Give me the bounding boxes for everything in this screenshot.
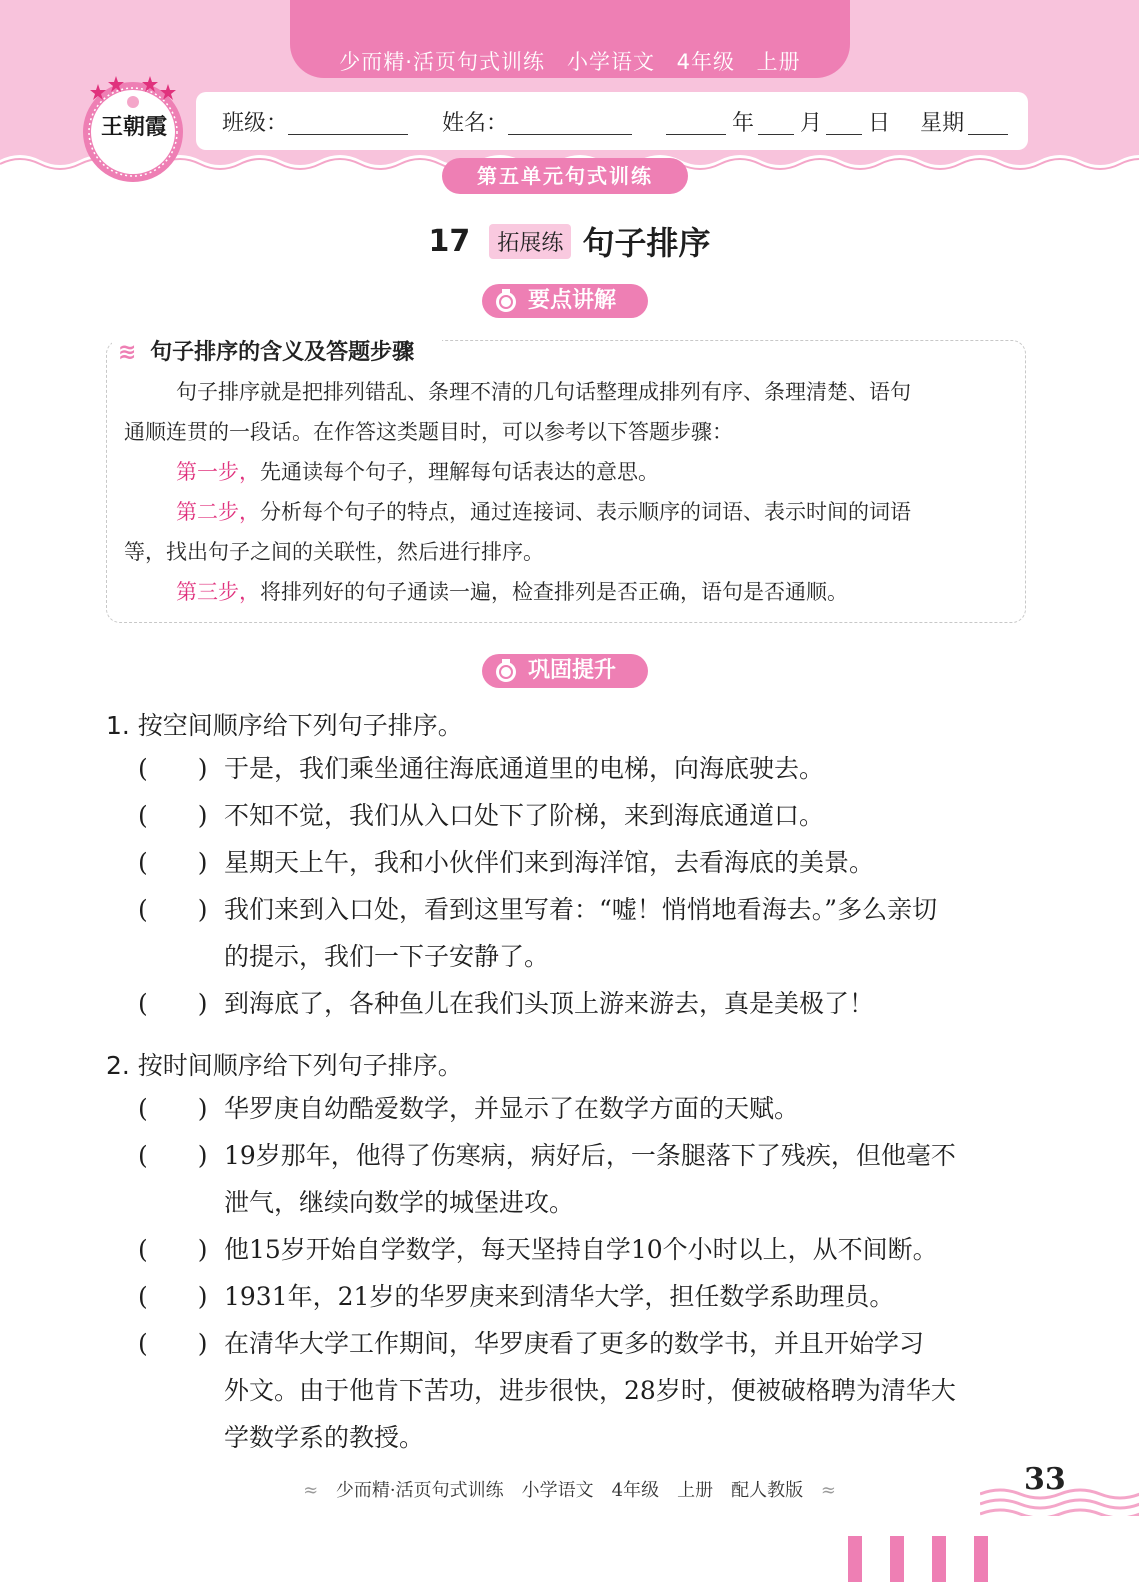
step-3-text: 将排列好的句子通读一遍，检查排列是否正确，语句是否通顺。 (260, 580, 848, 604)
page-edge-bars (848, 1536, 1016, 1586)
q2-item-1 (138, 1085, 1038, 1132)
q1-item-5-text: 到海底了，各种鱼儿在我们头顶上游来游去，真是美极了！ (224, 989, 875, 1018)
intro-line-2: 通顺连贯的一段话。在作答这类题目时，可以参考以下答题步骤： (124, 420, 733, 444)
lesson-number: 17 (428, 223, 471, 259)
q2-item-2-continuation: 泄气，继续向数学的城堡进攻。 (224, 1188, 575, 1217)
name-label: 姓名： (442, 110, 509, 136)
practice-pill (482, 654, 648, 688)
q2-item-3 (138, 1226, 1038, 1273)
wave-icon: ≋ (118, 340, 137, 365)
q2-item-5-continuation: 外文。由于他肯下苦功，进步很快，28岁时，便被破格聘为清华大 (224, 1376, 956, 1405)
weekday-field[interactable] (968, 108, 1008, 135)
unit-badge: 第五单元句式训练 (442, 158, 688, 194)
edge-bar (848, 1536, 862, 1582)
answer-blank[interactable]: ( ) (138, 1329, 208, 1358)
key-points-label: 要点讲解 (528, 288, 617, 313)
q2-item-2 (138, 1132, 1038, 1226)
weekday-label: 星期 (920, 110, 965, 136)
edge-bar (932, 1536, 946, 1582)
step-1-text: 先通读每个句子，理解每句话表达的意思。 (260, 460, 659, 484)
wave-icon: ≈ (820, 1480, 836, 1501)
q1-item-2 (138, 792, 1038, 839)
month-label: 月 (800, 110, 823, 136)
day-field[interactable] (826, 108, 862, 135)
page-number: 33 (1024, 1462, 1066, 1497)
q1-item-5 (138, 980, 1038, 1027)
answer-blank[interactable]: ( ) (138, 1235, 208, 1264)
lesson-title-row (0, 218, 1139, 264)
footer (0, 1476, 1139, 1502)
explanation-heading (112, 333, 442, 368)
lesson-tag: 拓展练 (489, 224, 571, 259)
step-3-label: 第三步， (176, 580, 260, 604)
q2-item-1-text: 华罗庚自幼酷爱数学，并显示了在数学方面的天赋。 (224, 1094, 800, 1123)
question-1-title: 1. 按空间顺序给下列句子排序。 (106, 711, 463, 740)
class-field[interactable] (288, 108, 408, 135)
medal-icon (494, 289, 518, 313)
step-2 (124, 492, 1014, 532)
step-2-label: 第二步， (176, 500, 260, 524)
logo-name: 王朝霞 (100, 115, 167, 140)
q2-item-5-continuation-2: 学数学系的教授。 (224, 1423, 425, 1452)
step-2-text: 分析每个句子的特点，通过连接词、表示顺序的词语、表示时间的词语 (260, 500, 911, 524)
answer-blank[interactable]: ( ) (138, 989, 208, 1018)
q1-item-3-text: 星期天上午，我和小伙伴们来到海洋馆，去看海底的美景。 (224, 848, 875, 877)
medal-icon (494, 659, 518, 683)
q2-item-3-text: 他15岁开始自学数学，每天坚持自学10个小时以上，从不间断。 (224, 1235, 938, 1264)
q1-item-3 (138, 839, 1038, 886)
q2-item-2-text: 19岁那年，他得了伤寒病，病好后，一条腿落下了残疾，但他毫不 (224, 1141, 956, 1170)
lesson-title: 句子排序 (582, 224, 711, 262)
answer-blank[interactable]: ( ) (138, 895, 208, 924)
step-3 (124, 572, 1014, 612)
q2-item-5-text: 在清华大学工作期间，华罗庚看了更多的数学书，并且开始学习 (224, 1329, 925, 1358)
q1-item-1-text: 于是，我们乘坐通往海底通道里的电梯，向海底驶去。 (224, 754, 825, 783)
step-2-continuation: 等，找出句子之间的关联性，然后进行排序。 (124, 540, 544, 564)
key-points-pill (482, 284, 648, 318)
year-label: 年 (732, 110, 755, 136)
q2-item-5 (138, 1320, 1038, 1461)
edge-bar (974, 1536, 988, 1582)
q1-item-4 (138, 886, 1038, 980)
student-info-box (196, 92, 1028, 150)
edge-bar (890, 1536, 904, 1582)
explanation-heading-text: 句子排序的含义及答题步骤 (150, 340, 415, 365)
q1-item-4-continuation: 的提示，我们一下子安静了。 (224, 942, 550, 971)
series-title: 少而精·活页句式训练 小学语文 4年级 上册 (339, 50, 801, 74)
q2-item-4-text: 1931年，21岁的华罗庚来到清华大学，担任数学系助理员。 (224, 1282, 895, 1311)
year-field[interactable] (666, 108, 726, 135)
q1-item-1 (138, 745, 1038, 792)
answer-blank[interactable]: ( ) (138, 801, 208, 830)
answer-blank[interactable]: ( ) (138, 1141, 208, 1170)
day-label: 日 (868, 110, 891, 136)
answer-blank[interactable]: ( ) (138, 754, 208, 783)
intro-line-1: 句子排序就是把排列错乱、条理不清的几句话整理成排列有序、条理清楚、语句 (176, 380, 911, 404)
step-1 (124, 452, 1014, 492)
footer-text: 少而精·活页句式训练 小学语文 4年级 上册 配人教版 (335, 1480, 804, 1501)
step-1-label: 第一步， (176, 460, 260, 484)
answer-blank[interactable]: ( ) (138, 1282, 208, 1311)
question-2-title: 2. 按时间顺序给下列句子排序。 (106, 1051, 463, 1080)
q2-item-4 (138, 1273, 1038, 1320)
class-label: 班级： (222, 110, 289, 136)
q1-item-4-text: 我们来到入口处，看到这里写着：“嘘！悄悄地看海去。”多么亲切 (224, 895, 938, 924)
practice-label: 巩固提升 (528, 658, 617, 683)
q1-item-2-text: 不知不觉，我们从入口处下了阶梯，来到海底通道口。 (224, 801, 825, 830)
answer-blank[interactable]: ( ) (138, 1094, 208, 1123)
name-field[interactable] (508, 108, 632, 135)
wave-icon: ≈ (303, 1480, 319, 1501)
month-field[interactable] (758, 108, 794, 135)
answer-blank[interactable]: ( ) (138, 848, 208, 877)
